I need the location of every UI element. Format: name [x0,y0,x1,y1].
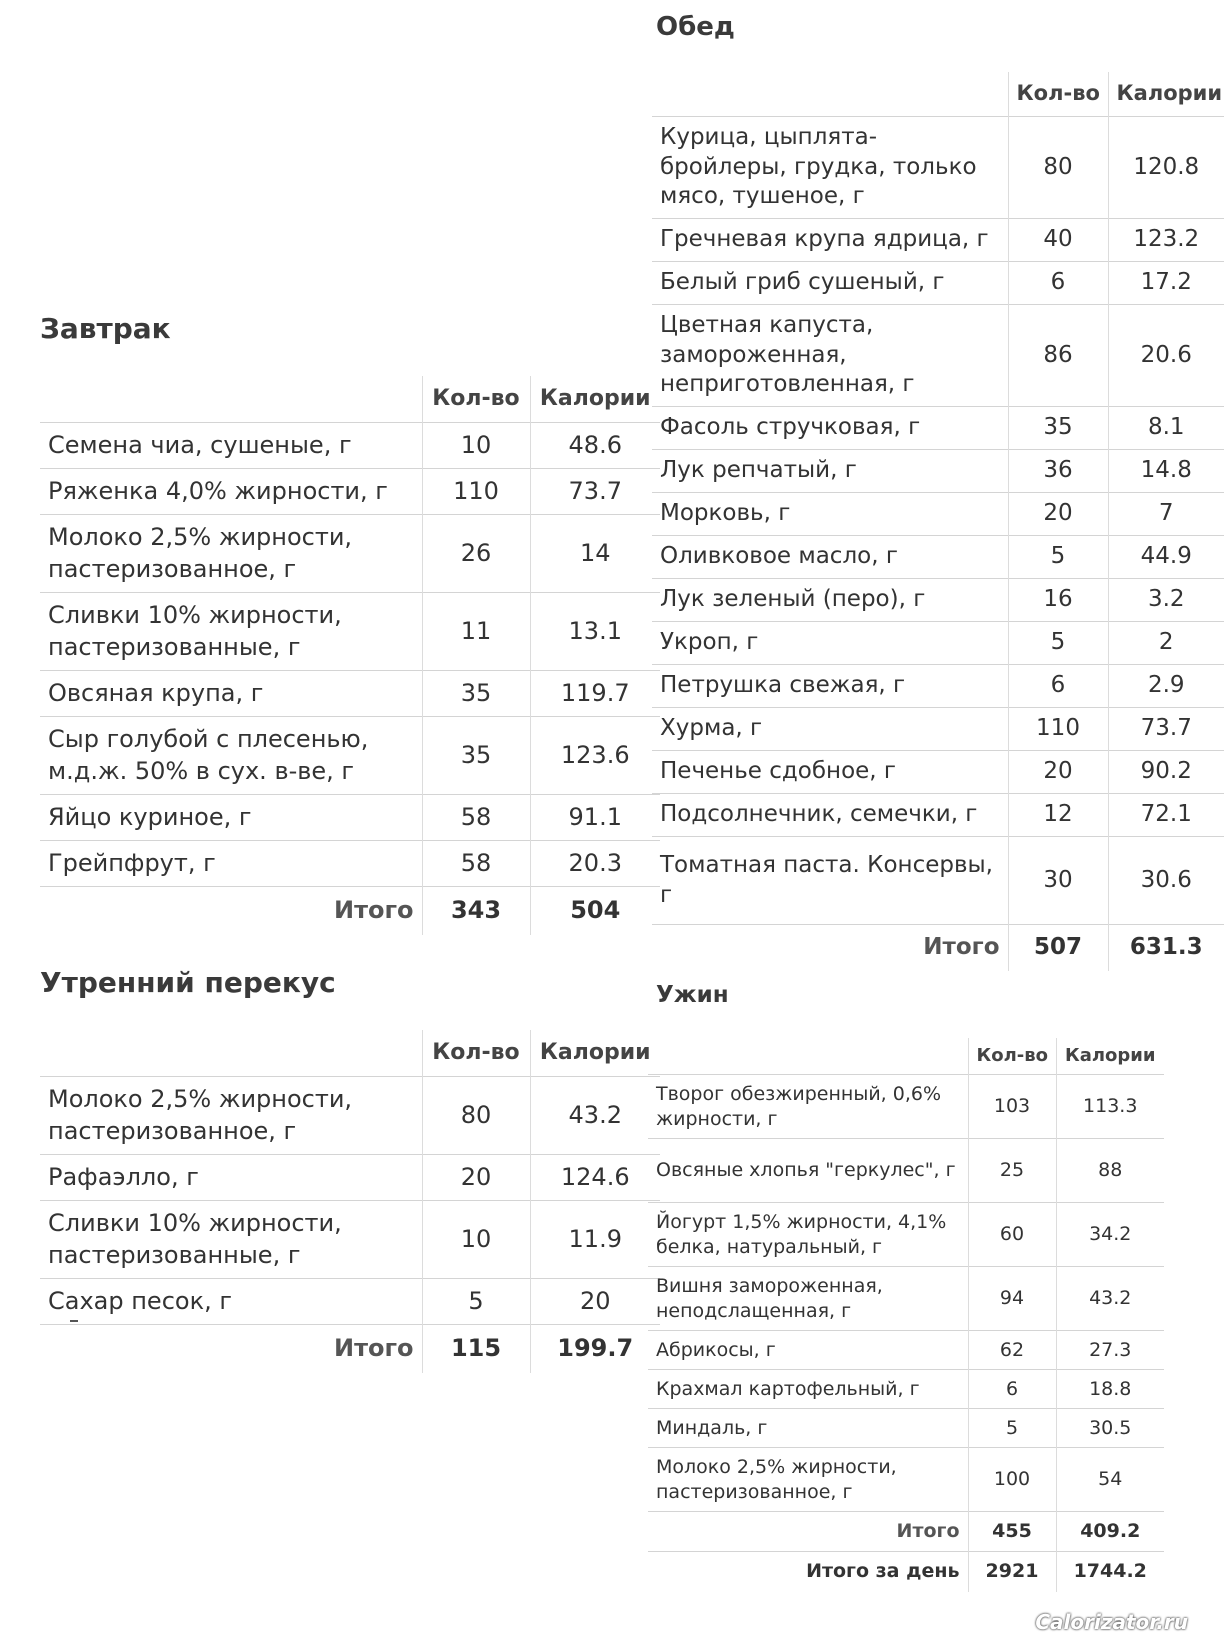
table-row [648,1409,1164,1448]
food-name: Печенье сдобное, г [652,751,1008,794]
food-calories: 123.2 [1108,219,1224,262]
table-row [40,1155,660,1201]
food-calories: 90.2 [1108,751,1224,794]
food-calories: 7 [1108,493,1224,536]
food-name: Овсяные хлопья "геркулес", г [648,1139,968,1203]
food-qty: 26 [422,515,530,593]
food-name: Цветная капуста, замороженная, неприготовленная, г [652,305,1008,407]
food-name: Сыр голубой с плесенью, м.д.ж. 50% в сух. в-ве, г [40,717,422,795]
snack-rows [40,1077,660,1325]
food-qty: 11 [422,593,530,671]
food-name: Лук зеленый (перо), г [652,579,1008,622]
food-name: Подсолнечник, семечки, г [652,794,1008,837]
food-calories: 120.8 [1108,117,1224,219]
table-row [652,117,1224,219]
dinner-table [648,1038,1164,1592]
total-qty: 343 [422,887,530,935]
food-qty: 6 [968,1370,1056,1409]
food-calories: 124.6 [530,1155,660,1201]
food-qty: 20 [1008,493,1108,536]
day-total-label: Итого за день [648,1552,968,1592]
total-qty: 115 [422,1325,530,1373]
dinner-table-block [648,1038,1168,1618]
table-row [652,622,1224,665]
food-calories: 14 [530,515,660,593]
food-calories: 2.9 [1108,665,1224,708]
col-qty-header: Кол-во [968,1038,1056,1075]
food-name: Творог обезжиренный, 0,6% жирности, г [648,1075,968,1139]
food-name: Молоко 2,5% жирности, пастеризованное, г [40,515,422,593]
food-qty: 60 [968,1203,1056,1267]
snack-table-block [40,1030,651,1390]
food-qty: 40 [1008,219,1108,262]
food-name: Сливки 10% жирности, пастеризованные, г [40,1201,422,1279]
col-qty-header: Кол-во [1008,72,1108,117]
food-calories: 113.3 [1056,1075,1164,1139]
food-qty: 35 [1008,407,1108,450]
food-calories: 27.3 [1056,1331,1164,1370]
table-row [652,579,1224,622]
lunch-title: Обед [656,12,735,42]
total-qty: 507 [1008,925,1108,971]
col-cal-header: Калории [530,1030,660,1077]
food-qty: 16 [1008,579,1108,622]
table-row [652,450,1224,493]
food-qty: 80 [1008,117,1108,219]
stray-mark [70,1320,78,1322]
food-name: Лук репчатый, г [652,450,1008,493]
food-name: Абрикосы, г [648,1331,968,1370]
table-row [652,665,1224,708]
dinner-rows [648,1075,1164,1512]
food-name: Грейпфрут, г [40,841,422,887]
food-calories: 54 [1056,1448,1164,1512]
food-qty: 6 [1008,262,1108,305]
breakfast-title: Завтрак [40,312,171,345]
food-name: Вишня замороженная, неподслащенная, г [648,1267,968,1331]
food-calories: 17.2 [1108,262,1224,305]
food-qty: 36 [1008,450,1108,493]
food-calories: 14.8 [1108,450,1224,493]
table-row [652,794,1224,837]
table-row [40,671,660,717]
total-label: Итого [648,1512,968,1552]
col-cal-header: Калории [1108,72,1224,117]
col-cal-header: Калории [530,376,660,423]
food-calories: 73.7 [530,469,660,515]
food-qty: 110 [422,469,530,515]
breakfast-table [40,376,660,935]
table-row [40,795,660,841]
table-row [648,1203,1164,1267]
table-row [652,536,1224,579]
food-calories: 123.6 [530,717,660,795]
food-calories: 18.8 [1056,1370,1164,1409]
food-qty: 58 [422,795,530,841]
col-qty-header: Кол-во [422,376,530,423]
lunch-table [652,72,1224,971]
breakfast-rows [40,423,660,887]
food-qty: 62 [968,1331,1056,1370]
food-name: Сливки 10% жирности, пастеризованные, г [40,593,422,671]
table-row [40,423,660,469]
food-qty: 86 [1008,305,1108,407]
table-row [40,593,660,671]
total-label: Итого [652,925,1008,971]
table-row [652,837,1224,925]
table-row [40,841,660,887]
food-name: Петрушка свежая, г [652,665,1008,708]
food-qty: 12 [1008,794,1108,837]
food-qty: 35 [422,671,530,717]
food-qty: 80 [422,1077,530,1155]
food-name: Белый гриб сушеный, г [652,262,1008,305]
food-qty: 94 [968,1267,1056,1331]
table-row [652,305,1224,407]
food-name: Сахар песок, г [40,1279,422,1325]
food-name: Хурма, г [652,708,1008,751]
food-calories: 30.5 [1056,1409,1164,1448]
table-row [652,751,1224,794]
food-name: Молоко 2,5% жирности, пастеризованное, г [648,1448,968,1512]
food-calories: 73.7 [1108,708,1224,751]
food-calories: 20 [530,1279,660,1325]
day-total-qty: 2921 [968,1552,1056,1592]
food-qty: 5 [1008,622,1108,665]
food-qty: 30 [1008,837,1108,925]
breakfast-table-block [40,376,651,970]
food-calories: 3.2 [1108,579,1224,622]
food-calories: 48.6 [530,423,660,469]
food-qty: 10 [422,1201,530,1279]
total-qty: 455 [968,1512,1056,1552]
lunch-rows [652,117,1224,925]
table-row [648,1370,1164,1409]
food-calories: 13.1 [530,593,660,671]
table-row [652,708,1224,751]
col-cal-header: Калории [1056,1038,1164,1075]
food-calories: 72.1 [1108,794,1224,837]
total-label: Итого [40,1325,422,1373]
food-name: Рафаэлло, г [40,1155,422,1201]
total-cal: 409.2 [1056,1512,1164,1552]
table-row [648,1331,1164,1370]
table-row [648,1267,1164,1331]
food-name: Гречневая крупа ядрица, г [652,219,1008,262]
food-name: Ряженка 4,0% жирности, г [40,469,422,515]
food-calories: 88 [1056,1139,1164,1203]
food-name: Оливковое масло, г [652,536,1008,579]
food-calories: 43.2 [530,1077,660,1155]
table-row [652,493,1224,536]
food-name: Фасоль стручковая, г [652,407,1008,450]
food-calories: 91.1 [530,795,660,841]
table-row [40,1279,660,1325]
food-name: Курица, цыплята-бройлеры, грудка, только мясо, тушеное, г [652,117,1008,219]
day-total-cal: 1744.2 [1056,1552,1164,1592]
lunch-table-block [652,72,1228,972]
total-cal: 199.7 [530,1325,660,1373]
food-qty: 25 [968,1139,1056,1203]
food-qty: 20 [422,1155,530,1201]
food-name: Укроп, г [652,622,1008,665]
food-qty: 58 [422,841,530,887]
food-qty: 100 [968,1448,1056,1512]
food-qty: 6 [1008,665,1108,708]
col-qty-header: Кол-во [422,1030,530,1077]
food-calories: 11.9 [530,1201,660,1279]
table-row [648,1075,1164,1139]
total-cal: 631.3 [1108,925,1224,971]
food-qty: 103 [968,1075,1056,1139]
table-row [652,262,1224,305]
table-row [40,515,660,593]
food-qty: 110 [1008,708,1108,751]
table-row [648,1139,1164,1203]
food-name: Морковь, г [652,493,1008,536]
food-name: Семена чиа, сушеные, г [40,423,422,469]
food-qty: 5 [1008,536,1108,579]
food-calories: 44.9 [1108,536,1224,579]
food-qty: 5 [968,1409,1056,1448]
food-name: Овсяная крупа, г [40,671,422,717]
food-qty: 10 [422,423,530,469]
table-row [40,717,660,795]
table-row [648,1448,1164,1512]
table-row [40,1201,660,1279]
total-label: Итого [40,887,422,935]
food-qty: 5 [422,1279,530,1325]
food-calories: 2 [1108,622,1224,665]
total-cal: 504 [530,887,660,935]
table-row [40,469,660,515]
food-calories: 119.7 [530,671,660,717]
food-calories: 34.2 [1056,1203,1164,1267]
food-name: Крахмал картофельный, г [648,1370,968,1409]
food-name: Йогурт 1,5% жирности, 4,1% белка, натуральный, г [648,1203,968,1267]
snack-title: Утренний перекус [40,966,336,999]
snack-table [40,1030,660,1373]
food-calories: 8.1 [1108,407,1224,450]
food-name: Молоко 2,5% жирности, пастеризованное, г [40,1077,422,1155]
table-row [652,407,1224,450]
food-name: Томатная паста. Консервы, г [652,837,1008,925]
food-calories: 30.6 [1108,837,1224,925]
dinner-title: Ужин [656,982,729,1008]
food-calories: 43.2 [1056,1267,1164,1331]
food-name: Яйцо куриное, г [40,795,422,841]
food-calories: 20.3 [530,841,660,887]
table-row [652,219,1224,262]
food-calories: 20.6 [1108,305,1224,407]
table-row [40,1077,660,1155]
food-name: Миндаль, г [648,1409,968,1448]
food-qty: 20 [1008,751,1108,794]
food-qty: 35 [422,717,530,795]
watermark: Calorizator.ru [1035,1610,1188,1634]
